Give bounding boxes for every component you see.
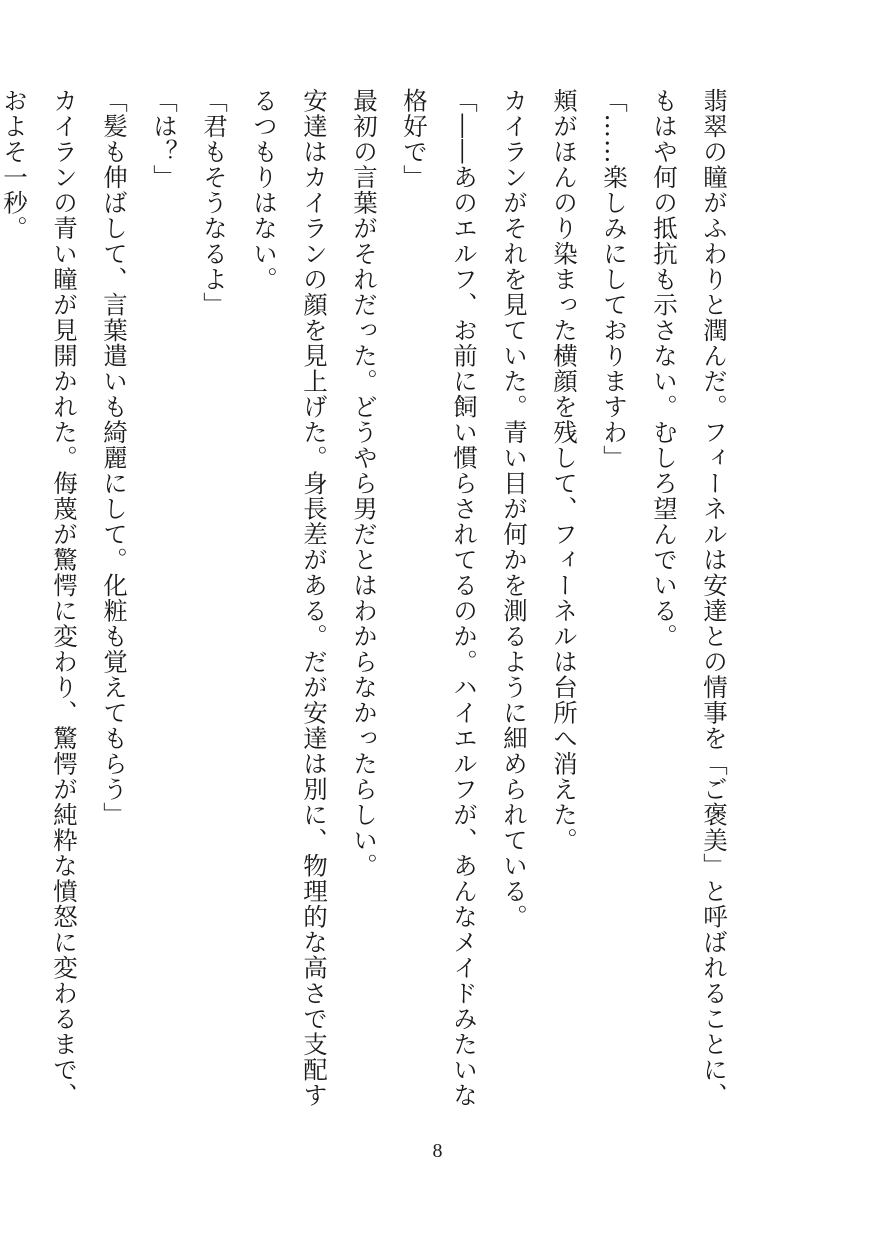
dialogue-line: 「――あのエルフ、お前に飼い慣らされてるのか。ハイエルフが、あんなメイドみたいな格好で」 (400, 88, 479, 1108)
dialogue-line: 「髪も伸ばして、言葉遣いも綺麗にして。化粧も覚えてもらう」 (100, 88, 129, 828)
page-number: 8 (432, 1140, 443, 1162)
dialogue-line: 「……楽しみにしておりますわ」 (600, 88, 629, 471)
paragraph: 最初の言葉がそれだった。どうやら男だとはわからなかったらしい。 (350, 88, 379, 879)
vertical-text-body (0, 88, 739, 1108)
dialogue-line: 「は？」 (150, 88, 179, 190)
dialogue-line: 「君もそうなるよ」 (200, 88, 229, 318)
paragraph: カイランがそれを見ていた。青い目が何かを測るように細められている。 (500, 88, 529, 930)
paragraph: 頬がほんのり染まった横顔を残して、フィーネルは台所へ消えた。 (550, 88, 579, 853)
paragraph: 安達はカイランの顔を見上げた。身長差がある。だが安達は別に、物理的な高さで支配するつもりはない。 (250, 88, 329, 1108)
paragraph: 翡翠の瞳がふわりと潤んだ。フィーネルは安達との情事を「ご褒美」と呼ばれることに、もはや何の抵抗も示さない。むしろ望んでいる。 (650, 88, 729, 1108)
paragraph: カイランの青い瞳が見開かれた。侮蔑が驚愕に変わり、驚愕が純粋な憤怒に変わるまで、およそ一秒。 (0, 88, 79, 1108)
